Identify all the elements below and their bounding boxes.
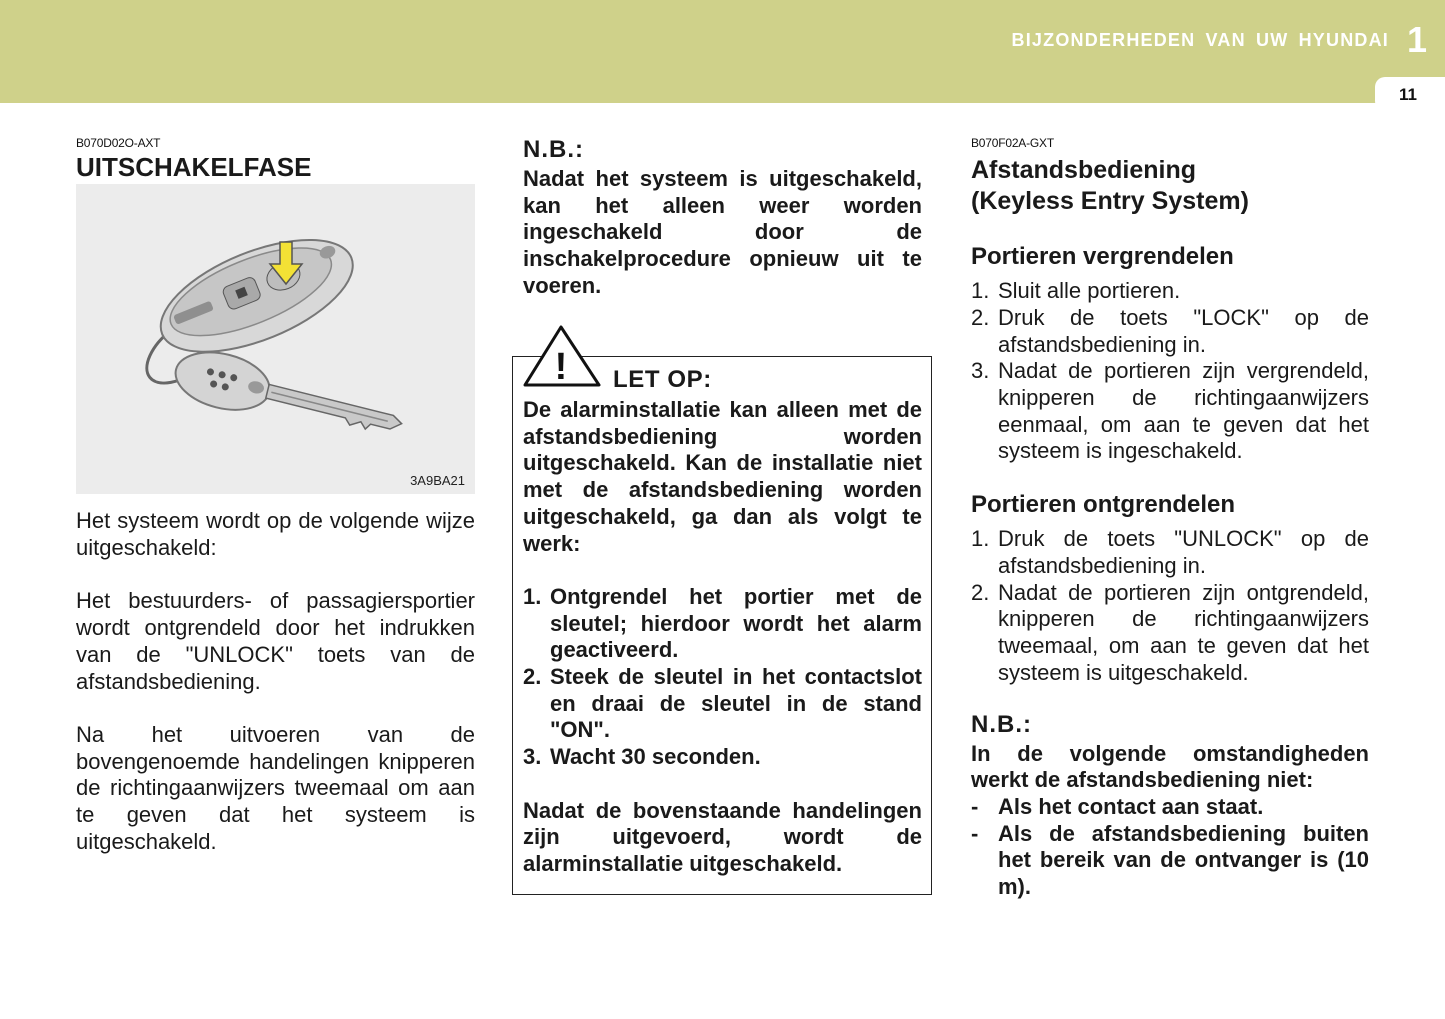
page-number: 11 <box>1399 85 1417 104</box>
bullet: - <box>971 820 979 846</box>
step-text: Steek de sleutel in het contactslot en draai de sleutel in de stand "ON". <box>550 664 922 743</box>
section-title-disarm: UITSCHAKELFASE <box>76 152 312 182</box>
section-title-remote <box>971 155 1369 217</box>
step-number: 2. <box>971 579 990 605</box>
step-number: 3. <box>971 358 990 384</box>
paragraph: Het bestuurders- of passagiersportier wordt ontgrendeld door het indrukken van de "UNLOCK" toets van de afstandsbediening. <box>76 588 475 694</box>
step-text: Nadat de portieren zijn vergrendeld, knipperen de richtingaanwijzers eenmaal, om aan te geven dat het systeem is ingeschakeld. <box>998 358 1369 464</box>
step-text: Druk de toets "UNLOCK" op de afstandsbediening in. <box>998 526 1369 578</box>
note-intro: In de volgende omstandigheden werkt de afstandsbediening niet: <box>971 740 1369 793</box>
title-line: Afstandsbediening <box>971 156 1197 184</box>
list-item <box>971 794 1369 821</box>
caution-closing: Nadat de bovenstaande handelingen zijn uitgevoerd, wordt de alarminstallatie uitgeschakeld. <box>523 797 922 876</box>
section-code: B070F02A-GXT <box>971 136 1054 150</box>
list-item <box>971 821 1369 901</box>
list-item <box>971 580 1369 687</box>
bullet: - <box>971 793 979 819</box>
caution-box <box>512 346 932 895</box>
figure-label: 3A9BA21 <box>410 473 465 489</box>
paragraph: Het systeem wordt op de volgende wijze uitgeschakeld: <box>76 508 475 560</box>
list-item <box>523 744 922 771</box>
list-item <box>971 358 1369 465</box>
step-text: Sluit alle portieren. <box>998 278 1181 304</box>
paragraph: Na het uitvoeren van de bovengenoemde handelingen knipperen de richtingaanwijzers tweemaal om aan te geven dat het systeem is uitgeschakeld. <box>76 721 475 854</box>
list-item <box>523 584 922 664</box>
list-item <box>971 278 1369 305</box>
note-text: Nadat het systeem is uitgeschakeld, kan het alleen weer worden ingeschakeld door de inschakelprocedure opnieuw uit te voeren. <box>523 166 922 298</box>
step-text: Nadat de portieren zijn ontgrendeld, knipperen de richtingaanwijzers tweemaal, om aan te geven dat het systeem is uitgeschakeld. <box>998 579 1369 685</box>
note-title: N.B.: <box>523 136 584 163</box>
warning-triangle-icon <box>523 323 603 389</box>
left-column <box>76 136 475 855</box>
key-fob-illustration <box>76 184 475 494</box>
warning-symbol: ! <box>554 346 568 388</box>
right-column <box>971 136 1369 901</box>
step-number: 2. <box>971 304 990 330</box>
step-text: Druk de toets "LOCK" op de afstandsbediening in. <box>998 304 1369 357</box>
section-code: B070D02O-AXT <box>76 136 161 150</box>
key-fob-icon <box>76 184 475 494</box>
heading-lock: Portieren vergrendelen <box>971 243 1234 270</box>
note-title: N.B.: <box>971 710 1032 738</box>
heading-unlock: Portieren ontgrendelen <box>971 491 1236 519</box>
caution-intro: De alarminstallatie kan alleen met de afstandsbediening worden uitgeschakeld. Kan de installatie niet met de afstandsbediening worden uitgeschakeld, ga dan als volgt te werk: <box>523 397 922 556</box>
section-title: BIJZONDERHEDEN VAN UW HYUNDAI <box>1011 30 1389 50</box>
header-band <box>0 0 1445 103</box>
item-text: Als de afstandsbediening buiten het bereik van de ontvanger is (10 m). <box>998 820 1369 900</box>
step-number: 1. <box>971 278 990 304</box>
step-text: Wacht 30 seconden. <box>550 744 761 770</box>
chapter-number: 1 <box>1406 19 1427 60</box>
item-text: Als het contact aan staat. <box>998 793 1264 819</box>
list-item <box>523 664 922 744</box>
title-line: (Keyless Entry System) <box>971 187 1249 215</box>
step-number: 3. <box>523 744 542 770</box>
step-number: 1. <box>971 526 990 552</box>
step-text: Ontgrendel het portier met de sleutel; hierdoor wordt het alarm geactiveerd. <box>550 583 922 663</box>
middle-column <box>523 136 922 300</box>
list-item <box>971 305 1369 358</box>
step-number: 1. <box>523 583 542 609</box>
list-item <box>971 526 1369 579</box>
caution-title: LET OP: <box>613 366 712 393</box>
step-number: 2. <box>523 664 542 690</box>
